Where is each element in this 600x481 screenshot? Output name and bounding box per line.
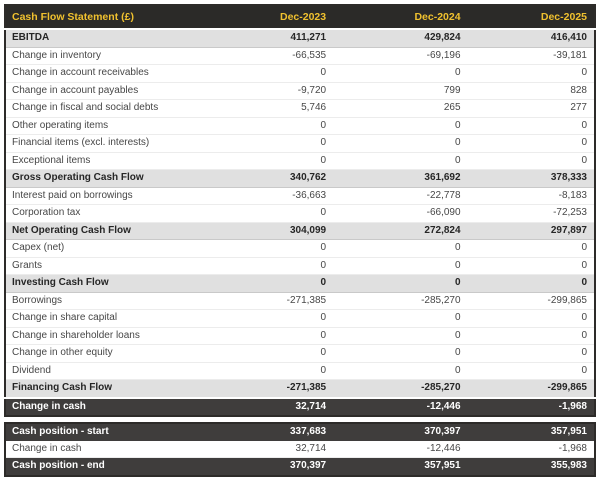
table-row — [5, 170, 595, 188]
row-value: -285,270 — [333, 380, 467, 398]
row-value: -8,183 — [468, 187, 595, 205]
row-value: 337,683 — [199, 423, 333, 441]
row-value: -12,446 — [333, 398, 467, 417]
row-value: -72,253 — [468, 205, 595, 223]
row-value: 32,714 — [199, 398, 333, 417]
table-header — [5, 5, 595, 29]
table-row — [5, 380, 595, 398]
row-value: -69,196 — [333, 47, 467, 65]
row-label: Other operating items — [5, 117, 199, 135]
table-row — [5, 135, 595, 153]
row-value: 370,397 — [333, 423, 467, 441]
row-value: 429,824 — [333, 29, 467, 47]
table-row — [5, 29, 595, 47]
row-value: -1,968 — [468, 441, 595, 458]
row-value: 378,333 — [468, 170, 595, 188]
table-row — [5, 205, 595, 223]
row-value: -12,446 — [333, 441, 467, 458]
row-value: 0 — [468, 310, 595, 328]
row-value: -271,385 — [199, 380, 333, 398]
table-row — [5, 240, 595, 258]
row-value: 304,099 — [199, 222, 333, 240]
row-value: 0 — [468, 345, 595, 363]
row-label: Investing Cash Flow — [5, 275, 199, 293]
row-value: 5,746 — [199, 100, 333, 118]
table-row — [5, 257, 595, 275]
row-value: -1,968 — [468, 398, 595, 417]
row-value: 370,397 — [199, 458, 333, 476]
row-value: 0 — [333, 117, 467, 135]
table-row — [5, 187, 595, 205]
row-value: 0 — [468, 240, 595, 258]
row-value: 277 — [468, 100, 595, 118]
row-value: 357,951 — [333, 458, 467, 476]
row-label: Change in cash — [5, 441, 199, 458]
row-value: 272,824 — [333, 222, 467, 240]
row-value: -271,385 — [199, 292, 333, 310]
row-value: 297,897 — [468, 222, 595, 240]
row-value: 0 — [468, 117, 595, 135]
table-row — [5, 47, 595, 65]
row-value: 0 — [333, 345, 467, 363]
row-value: -22,778 — [333, 187, 467, 205]
row-value: -9,720 — [199, 82, 333, 100]
row-value: 0 — [199, 362, 333, 380]
table-row — [5, 117, 595, 135]
row-label: Financial items (excl. interests) — [5, 135, 199, 153]
table-body — [5, 29, 595, 416]
row-value: 0 — [199, 152, 333, 170]
column-header-dec-2025: Dec-2025 — [468, 5, 595, 29]
row-value: 0 — [199, 257, 333, 275]
row-label: Change in fiscal and social debts — [5, 100, 199, 118]
row-value: 0 — [333, 152, 467, 170]
table-row — [5, 100, 595, 118]
table-title: Cash Flow Statement (£) — [5, 5, 199, 29]
row-value: 0 — [333, 135, 467, 153]
table-row — [5, 423, 595, 441]
row-label: Change in account receivables — [5, 65, 199, 83]
row-value: 361,692 — [333, 170, 467, 188]
row-value: 0 — [333, 240, 467, 258]
column-header-dec-2024: Dec-2024 — [333, 5, 467, 29]
table-row — [5, 310, 595, 328]
row-value: -299,865 — [468, 380, 595, 398]
row-value: -66,090 — [333, 205, 467, 223]
row-value: 0 — [333, 362, 467, 380]
row-value: 0 — [199, 275, 333, 293]
row-value: 0 — [333, 275, 467, 293]
row-value: 0 — [199, 117, 333, 135]
row-value: 799 — [333, 82, 467, 100]
table-row — [5, 292, 595, 310]
row-label: Capex (net) — [5, 240, 199, 258]
row-value: 0 — [468, 275, 595, 293]
row-label: Interest paid on borrowings — [5, 187, 199, 205]
row-value: 0 — [199, 310, 333, 328]
row-value: 0 — [199, 345, 333, 363]
row-value: 0 — [333, 310, 467, 328]
row-value: -285,270 — [333, 292, 467, 310]
table-row — [5, 398, 595, 417]
row-value: 32,714 — [199, 441, 333, 458]
table-row — [5, 458, 595, 476]
row-value: 355,983 — [468, 458, 595, 476]
row-value: 0 — [333, 327, 467, 345]
cash-position-table — [4, 422, 596, 477]
row-label: Grants — [5, 257, 199, 275]
row-value: 828 — [468, 82, 595, 100]
table-row — [5, 275, 595, 293]
table-row — [5, 327, 595, 345]
row-value: -36,663 — [199, 187, 333, 205]
summary-table-body — [5, 423, 595, 476]
row-label: Net Operating Cash Flow — [5, 222, 199, 240]
row-label: EBITDA — [5, 29, 199, 47]
row-value: 340,762 — [199, 170, 333, 188]
row-value: -66,535 — [199, 47, 333, 65]
row-value: 0 — [333, 65, 467, 83]
row-label: Financing Cash Flow — [5, 380, 199, 398]
row-value: 0 — [199, 135, 333, 153]
row-label: Change in share capital — [5, 310, 199, 328]
row-value: 0 — [199, 240, 333, 258]
row-value: 0 — [468, 362, 595, 380]
row-value: 0 — [468, 65, 595, 83]
table-row — [5, 222, 595, 240]
table-row — [5, 152, 595, 170]
table-row — [5, 362, 595, 380]
row-value: -299,865 — [468, 292, 595, 310]
row-value: 0 — [333, 257, 467, 275]
row-label: Dividend — [5, 362, 199, 380]
header-row — [5, 5, 595, 29]
row-label: Gross Operating Cash Flow — [5, 170, 199, 188]
row-label: Change in cash — [5, 398, 199, 417]
column-header-dec-2023: Dec-2023 — [199, 5, 333, 29]
row-label: Cash position - end — [5, 458, 199, 476]
row-value: -39,181 — [468, 47, 595, 65]
row-value: 411,271 — [199, 29, 333, 47]
table-row — [5, 441, 595, 458]
row-value: 0 — [199, 327, 333, 345]
row-label: Change in inventory — [5, 47, 199, 65]
row-label: Change in shareholder loans — [5, 327, 199, 345]
row-label: Corporation tax — [5, 205, 199, 223]
cash-flow-table — [4, 4, 596, 417]
table-row — [5, 65, 595, 83]
row-value: 0 — [468, 327, 595, 345]
row-label: Borrowings — [5, 292, 199, 310]
row-value: 0 — [199, 65, 333, 83]
row-value: 0 — [468, 135, 595, 153]
table-row — [5, 82, 595, 100]
row-label: Change in other equity — [5, 345, 199, 363]
row-value: 0 — [468, 257, 595, 275]
row-label: Cash position - start — [5, 423, 199, 441]
row-label: Change in account payables — [5, 82, 199, 100]
row-value: 0 — [199, 205, 333, 223]
row-value: 416,410 — [468, 29, 595, 47]
table-row — [5, 345, 595, 363]
row-value: 265 — [333, 100, 467, 118]
row-value: 357,951 — [468, 423, 595, 441]
row-value: 0 — [468, 152, 595, 170]
row-label: Exceptional items — [5, 152, 199, 170]
